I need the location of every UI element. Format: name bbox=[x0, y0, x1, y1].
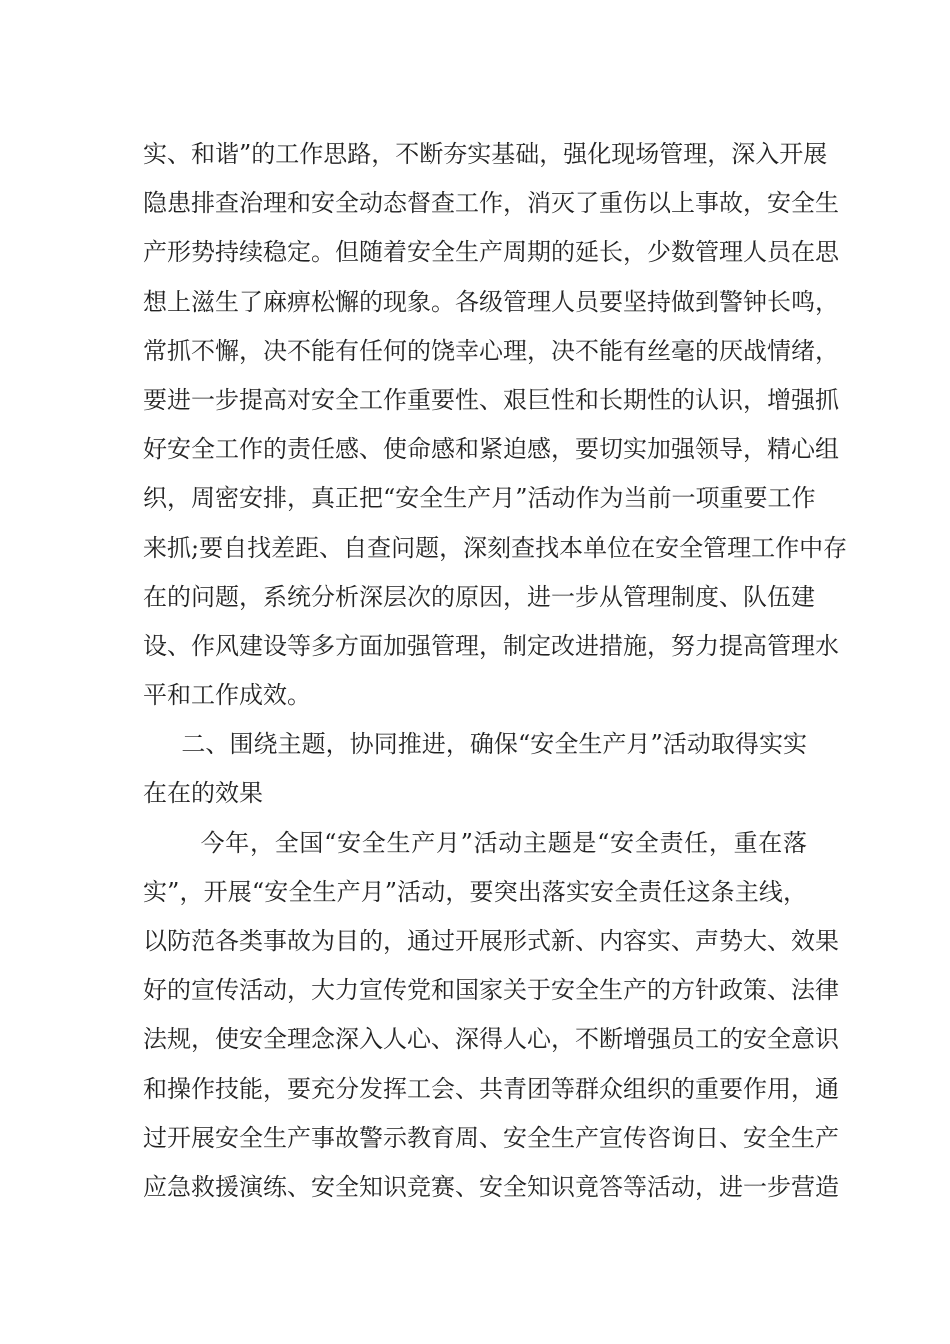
paragraph-line: 过开展安全生产事故警示教育周、安全生产宣传咨询日、安全生产 bbox=[143, 1123, 839, 1152]
paragraph-line: 常抓不懈，决不能有任何的饶幸心理，决不能有丝毫的厌战情绪， bbox=[143, 336, 839, 365]
paragraph-line: 实、和谐”的工作思路，不断夯实基础，强化现场管理，深入开展 bbox=[143, 140, 828, 168]
paragraph-line: 今年，全国“安全生产月”活动主题是“安全责任，重在落 bbox=[200, 828, 807, 857]
document-body bbox=[143, 130, 848, 1212]
paragraph-line: 产形势持续稳定。但随着安全生产周期的延长，少数管理人员在思 bbox=[143, 238, 839, 267]
section-heading-line: 在在的效果 bbox=[143, 779, 263, 808]
paragraph-line: 在的问题，系统分析深层次的原因，进一步从管理制度、队伍建 bbox=[143, 582, 815, 611]
paragraph-line: 织，周密安排，真正把“安全生产月”活动作为当前一项重要工作 bbox=[143, 484, 816, 513]
paragraph-line: 和操作技能，要充分发挥工会、共青团等群众组织的重要作用，通 bbox=[143, 1074, 839, 1103]
paragraph-line: 想上滋生了麻痹松懈的现象。各级管理人员要坚持做到警钟长鸣， bbox=[143, 287, 839, 316]
section-heading-line: 二、围绕主题，协同推进，确保“安全生产月”活动取得实实 bbox=[181, 730, 807, 759]
paragraph-line: 法规，使安全理念深入人心、深得人心，不断增强员工的安全意识 bbox=[143, 1025, 839, 1054]
paragraph-line: 以防范各类事故为目的，通过开展形式新、内容实、声势大、效果 bbox=[143, 927, 839, 955]
paragraph-line: 设、作风建设等多方面加强管理，制定改进措施，努力提高管理水 bbox=[143, 631, 839, 660]
paragraph-line: 好安全工作的责任感、使命感和紧迫感，要切实加强领导，精心组 bbox=[143, 435, 839, 464]
paragraph-line: 要进一步提高对安全工作重要性、艰巨性和长期性的认识，增强抓 bbox=[143, 385, 839, 414]
paragraph-line: 实”，开展“安全生产月”活动，要突出落实安全责任这条主线， bbox=[143, 877, 807, 906]
paragraph-line: 平和工作成效。 bbox=[143, 681, 311, 710]
paragraph-line: 好的宣传活动，大力宣传党和国家关于安全生产的方针政策、法律 bbox=[143, 976, 839, 1005]
paragraph-line: 应急救援演练、安全知识竞赛、安全知识竟答等活动，进一步营造 bbox=[143, 1172, 839, 1201]
paragraph-line: 隐患排查治理和安全动态督查工作，消灭了重伤以上事故，安全生 bbox=[143, 189, 839, 218]
paragraph-line: 来抓;要自找差距、自查问题，深刻查找本单位在安全管理工作中存 bbox=[143, 533, 848, 562]
